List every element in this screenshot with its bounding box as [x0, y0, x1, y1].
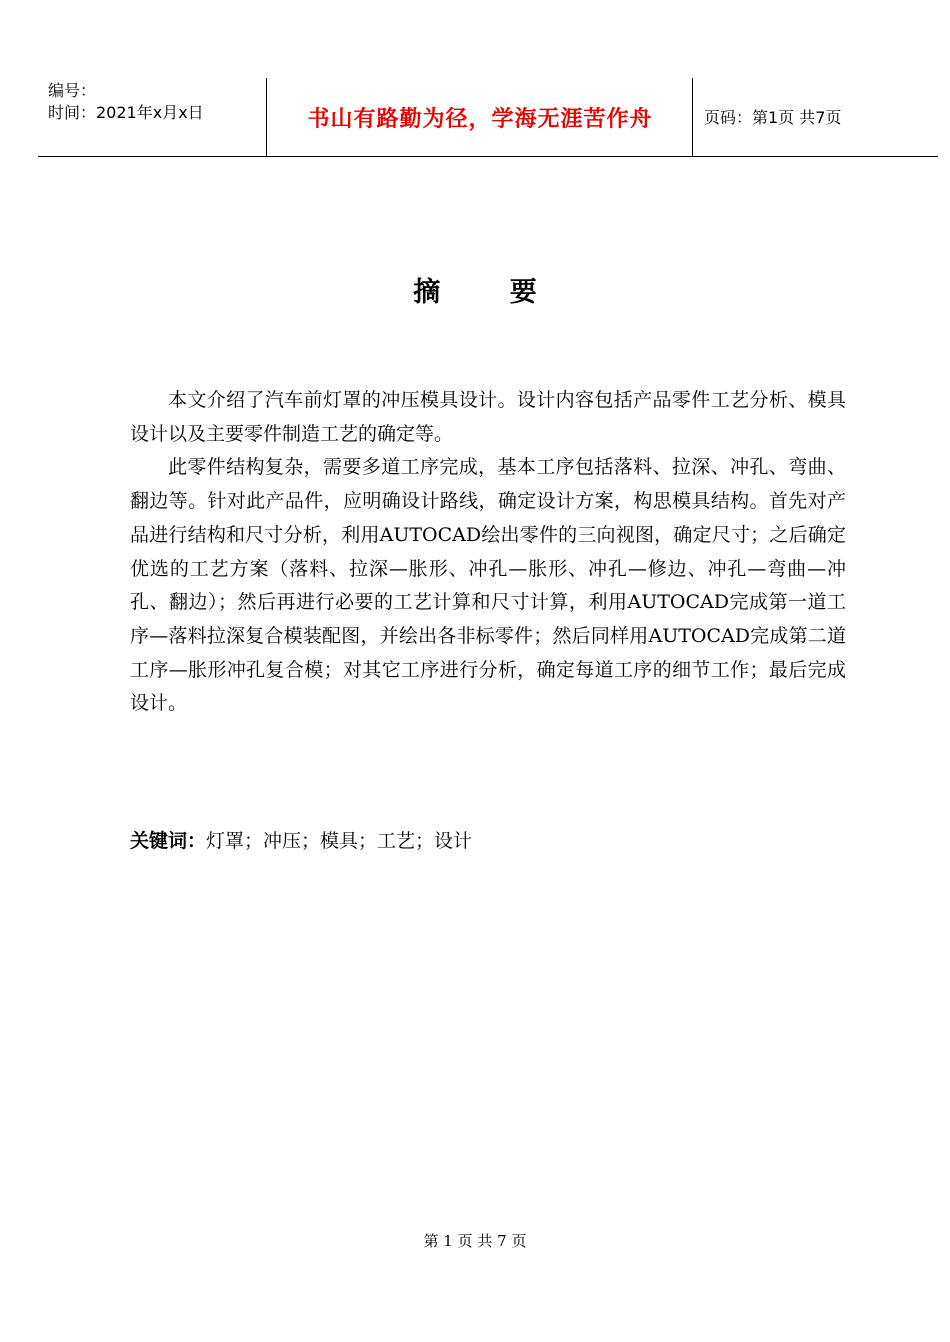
abstract-body: [130, 384, 846, 721]
page-title: 摘 要: [413, 277, 567, 308]
document-number-label: 编号：: [48, 81, 97, 100]
abstract-paragraph-2: 此零件结构复杂，需要多道工序完成，基本工序包括落料、拉深、冲孔、弯曲、翻边等。针对此产品件，应明确设计路线，确定设计方案，构思模具结构。首先对产品进行结构和尺寸分析，利用AUTOCAD绘出零件的三向视图，确定尺寸；之后确定优选的工艺方案（落料、拉深—胀形、冲孔—胀形、冲孔—修边、冲孔—弯曲—冲孔、翻边）；然后再进行必要的工艺计算和尺寸计算，利用AUTOCAD完成第一道工序—落料拉深复合模装配图，并绘出各非标零件；然后同样用AUTOCAD完成第二道工序—胀形冲孔复合模；对其它工序进行分析，确定每道工序的细节工作；最后完成设计。: [130, 456, 846, 715]
document-time-label: 时间：2021年x月x日: [48, 103, 204, 122]
header-page-info: 页码：第1页 共7页: [704, 108, 842, 127]
keywords-line: [130, 826, 472, 856]
page-footer: 第 1 页 共 7 页: [423, 1232, 527, 1250]
keywords-value: 灯罩；冲压；模具；工艺；设计: [206, 830, 473, 852]
abstract-paragraph-1: 本文介绍了汽车前灯罩的冲压模具设计。设计内容包括产品零件工艺分析、模具设计以及主要零件制造工艺的确定等。: [130, 389, 846, 445]
page-header: [38, 78, 938, 157]
header-divider-right: [692, 78, 693, 156]
header-motto: 书山有路勤为径，学海无涯苦作舟: [307, 106, 653, 132]
keywords-label: 关键词：: [130, 830, 207, 852]
header-meta: [48, 80, 204, 124]
